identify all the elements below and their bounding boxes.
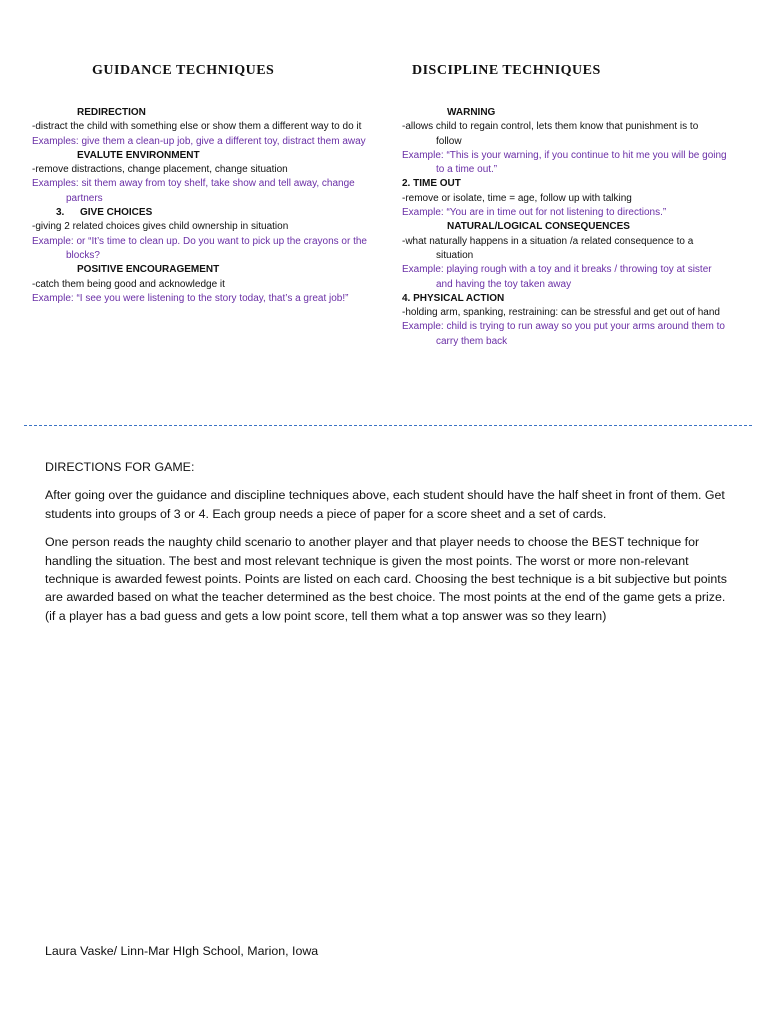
redirection-heading: REDIRECTION	[77, 107, 146, 118]
evaluate-example-cont: partners	[66, 192, 103, 204]
redirection-description: -distract the child with something else or show them a different way to do it	[32, 121, 362, 133]
evaluate-heading: EVALUTE ENVIRONMENT	[77, 149, 200, 161]
choices-number: 3.	[56, 207, 65, 219]
discipline-column	[402, 60, 754, 349]
choices-example-cont: blocks?	[66, 249, 100, 261]
directions-paragraph-rules: One person reads the naughty child scenario to another player and that player needs to choose the BEST technique for handling the situation. The best and most relevant technique is given the most points. The worst or more non-relevant technique is awarded fewest points. Points are listed on each card. Choosing the best technique is a bit subjective but points are awarded based on what the teacher determined as the best choice. The most points at the end of the game gets a prize. (if a player has a bad guess and gets a low point score, tell them what a top answer was so they learn)	[45, 535, 727, 623]
physical-example-cont: carry them back	[436, 335, 508, 347]
warning-description-cont: follow	[436, 135, 462, 147]
timeout-example: Example: “You are in time out for not listening to directions.”	[402, 207, 667, 219]
cut-line-divider	[24, 425, 752, 426]
guidance-column	[32, 60, 390, 306]
physical-example: Example: child is trying to run away so you put your arms around them to	[402, 321, 725, 333]
choices-example: Example: or “It’s time to clean up. Do you want to pick up the crayons or the	[32, 235, 367, 247]
choices-description: -giving 2 related choices gives child ownership in situation	[32, 221, 289, 233]
choices-heading-text: GIVE CHOICES	[80, 207, 153, 219]
author-footer: Laura Vaske/ Linn-Mar HIgh School, Marion, Iowa	[45, 944, 319, 958]
positive-example: Example: “I see you were listening to the story today, that’s a great job!”	[32, 292, 349, 304]
directions-paragraph-setup: After going over the guidance and discipline techniques above, each student should have the half sheet in front of them. Get students into groups of 3 or 4. Each group needs a piece of paper for a score sheet and a set of cards.	[45, 488, 725, 521]
natural-description-cont: situation	[436, 249, 474, 261]
warning-example: Example: “This is your warning, if you continue to hit me you will be going	[402, 149, 727, 161]
positive-heading: POSITIVE ENCOURAGEMENT	[77, 264, 220, 276]
choices-heading	[32, 206, 390, 220]
physical-description: -holding arm, spanking, restraining: can be stressful and get out of hand	[402, 307, 720, 319]
natural-heading: NATURAL/LOGICAL CONSEQUENCES	[447, 221, 630, 233]
physical-heading: 4. PHYSICAL ACTION	[402, 292, 505, 304]
redirection-example: Examples: give them a clean-up job, give a different toy, distract them away	[32, 135, 366, 147]
directions-title: DIRECTIONS FOR GAME:	[45, 460, 195, 474]
game-directions	[45, 458, 735, 635]
evaluate-example: Examples: sit them away from toy shelf, take show and tell away, change	[32, 178, 355, 190]
warning-heading: WARNING	[447, 107, 496, 118]
natural-example: Example: playing rough with a toy and it breaks / throwing toy at sister	[402, 264, 712, 276]
timeout-description: -remove or isolate, time = age, follow up with talking	[402, 192, 632, 204]
warning-description: -allows child to regain control, lets them know that punishment is to	[402, 121, 699, 133]
timeout-heading: 2. TIME OUT	[402, 178, 461, 190]
natural-example-cont: and having the toy taken away	[436, 278, 572, 290]
positive-description: -catch them being good and acknowledge it	[32, 278, 225, 290]
guidance-title: GUIDANCE TECHNIQUES	[92, 63, 275, 78]
evaluate-description: -remove distractions, change placement, change situation	[32, 164, 288, 176]
natural-description: -what naturally happens in a situation /a related consequence to a	[402, 235, 694, 247]
discipline-title: DISCIPLINE TECHNIQUES	[412, 63, 601, 78]
warning-example-cont: to a time out.”	[436, 164, 498, 176]
